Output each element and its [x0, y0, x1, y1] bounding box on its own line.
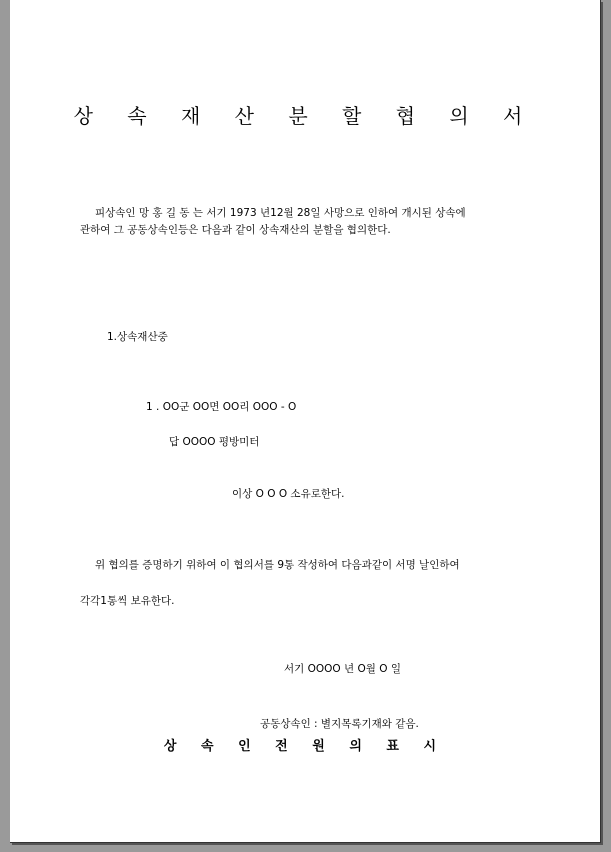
heirs-subtitle: 상 속 인 전 원 의 표 시 [163, 739, 447, 754]
intro-line-2: 관하여 그 공동상속인등은 다음과 같이 상속재산의 분할을 협의한다. [80, 224, 391, 236]
closing-line-1: 위 협의를 증명하기 위하여 이 협의서를 9통 작성하여 다음과같이 서명 날인하여 [95, 559, 460, 571]
closing-line-2: 각각1통씩 보유한다. [80, 595, 175, 607]
document-title: 상 속 재 산 분 할 협 의 서 [73, 104, 537, 128]
co-heirs-line: 공동상속인 : 별지목록기재와 같음. [260, 718, 419, 730]
section-heading: 1.상속재산중 [107, 331, 168, 343]
item-line-2: 답 OOOO 평방미터 [169, 436, 260, 448]
document-page [10, 0, 601, 843]
ownership-statement: 이상 O O O 소유로한다. [232, 488, 345, 500]
date-line: 서기 OOOO 년 O월 O 일 [284, 663, 401, 675]
item-line-1: 1 . OO군 OO면 OO리 OOO - O [146, 401, 297, 413]
intro-line-1: 피상속인 망 홍 길 동 는 서기 1973 년12월 28일 사망으로 인하여 개시된 상속에 [95, 207, 466, 219]
